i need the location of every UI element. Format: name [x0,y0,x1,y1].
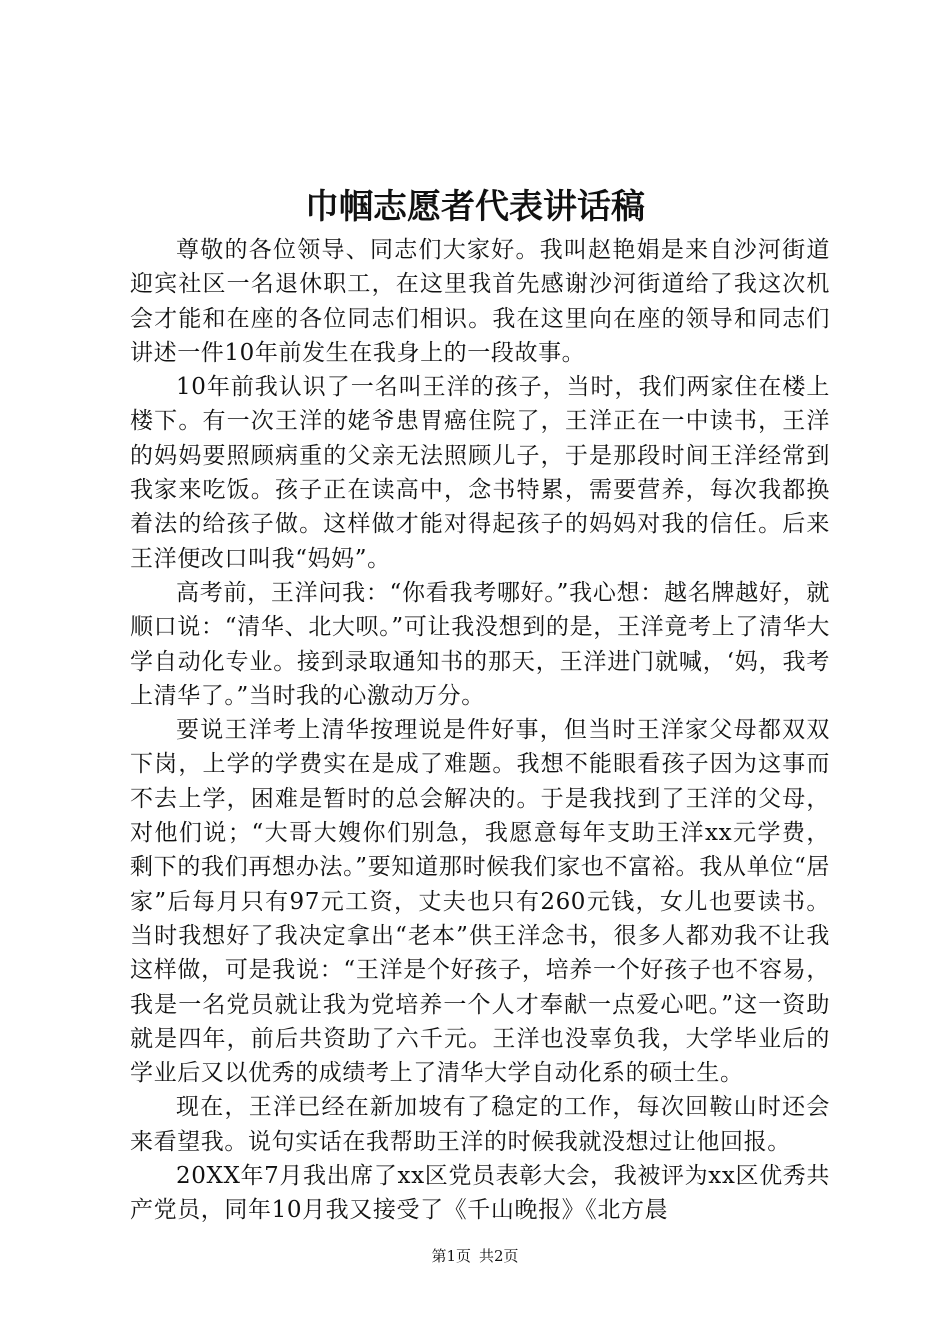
paragraph-6: 20XX年7月我出席了xx区党员表彰大会，我被评为xx区优秀共产党员，同年10月我又接受了《千山晚报》《北方晨 [130,1163,830,1224]
paragraph-1: 尊敬的各位领导、同志们大家好。我叫赵艳娟是来自沙河街道迎宾社区一名退休职工，在这里我首先感谢沙河街道给了我这次机会才能和在座的各位同志们相识。我在这里向在座的领导和同志们讲述一件10年前发生在我身上的一段故事。 [130,237,830,366]
paragraph-5: 现在，王洋已经在新加坡有了稳定的工作，每次回鞍山时还会来看望我。说句实话在我帮助王洋的时候我就没想过让他回报。 [130,1094,830,1155]
document-body [130,233,830,1228]
paragraph-3: 高考前，王洋问我：“你看我考哪好。”我心想：越名牌越好，就顺口说：“清华、北大呗。”可让我没想到的是，王洋竟考上了清华大学自动化专业。接到录取通知书的那天，王洋进门就喊，‘妈，我考上清华了。”当时我的心激动万分。 [130,579,830,709]
page-number: 第1页 [431,1247,471,1265]
paragraph-4: 要说王洋考上清华按理说是件好事，但当时王洋家父母都双双下岗，上学的学费实在是成了难题。我想不能眼看孩子因为这事而不去上学，困难是暂时的总会解决的。于是我找到了王洋的父母，对他们说；“大哥大嫂你们别急，我愿意每年支助王洋xx元学费，剩下的我们再想办法。”要知道那时候我们家也不富裕。我从单位“居家”后每月只有97元工资，丈夫也只有260元钱，女儿也要读书。当时我想好了我决定拿出“老本”供王洋念书，很多人都劝我不让我这样做，可是我说：“王洋是个好孩子，培养一个好孩子也不容易，我是一名党员就让我为党培养一个人才奉献一点爱心吧。”这一资助就是四年，前后共资助了六千元。王洋也没辜负我，大学毕业后的学业后又以优秀的成绩考上了清华大学自动化系的硕士生。 [130,717,830,1087]
document-title: 巾帼志愿者代表讲话稿 [305,187,645,227]
page-total: 共2页 [479,1247,519,1265]
paragraph-2: 10年前我认识了一名叫王洋的孩子，当时，我们两家住在楼上楼下。有一次王洋的姥爷患胃癌住院了，王洋正在一中读书，王洋的妈妈要照顾病重的父亲无法照顾儿子，于是那段时间王洋经常到我家来吃饭。孩子正在读高中，念书特累，需要营养，每次我都换着法的给孩子做。这样做才能对得起孩子的妈妈对我的信任。后来王洋便改口叫我“妈妈”。 [130,374,830,572]
page-footer [0,1244,950,1268]
